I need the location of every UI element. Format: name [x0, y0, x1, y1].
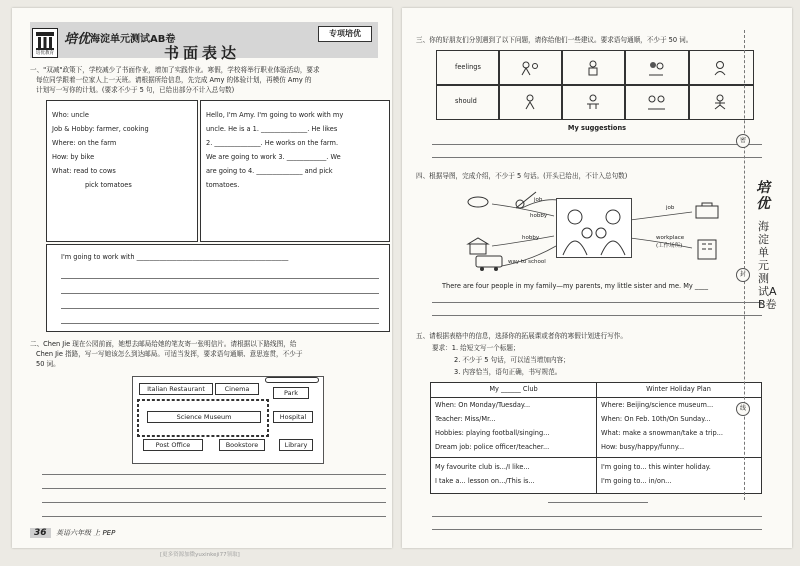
should-cell: [498, 84, 563, 120]
holiday-sentence-2: I'm going to... in/on...: [601, 477, 672, 485]
q1-instruction-line2: 每位同学跟着一位家人上一天班。请根据所给信息，先完成 Amy 的体验计划，再模仿 Amy 的: [36, 76, 312, 84]
map-cinema: Cinema: [215, 383, 259, 395]
holiday-how: How: busy/happy/funny...: [601, 443, 685, 451]
amy-line-2[interactable]: uncle. He is a 1. ______________. He likes: [206, 125, 338, 133]
person-worried-icon: [709, 60, 731, 76]
map-post-office: Post Office: [143, 439, 203, 451]
cooking-icon: [466, 192, 490, 210]
route-path: [267, 399, 269, 437]
club-dream-job: Dream job: police officer/teacher...: [435, 443, 550, 451]
hobby-label-1: hobby: [530, 213, 548, 219]
table-divider: [431, 457, 761, 458]
person-angry-icon: [519, 60, 541, 76]
info-what-2: pick tomatoes: [85, 181, 132, 189]
family-photo: [556, 198, 632, 258]
row-header-feelings: [436, 50, 500, 86]
should-label: should: [455, 97, 477, 105]
info-who: Who: uncle: [52, 111, 89, 119]
seal-ring-1: 密: [736, 134, 750, 148]
train-icon: [474, 252, 504, 272]
job-label-1: job: [534, 197, 543, 203]
q3-instruction: 三、你的好朋友们分别遇到了以下问题，请你给他们一些建议。要求语句通顺，不少于 50 词。: [416, 36, 693, 44]
q4-start-sentence: There are four people in my family—my parents, my little sister and me. My ____: [442, 282, 709, 290]
table-divider: [596, 397, 597, 493]
feelings-cell: [561, 50, 626, 86]
q1-instruction-line3: 计划写一写你的计划。(要求不少于 5 句，已给出部分不计入总句数): [36, 86, 235, 94]
amy-line-6: tomatoes.: [206, 181, 240, 189]
writing-line[interactable]: [61, 278, 379, 279]
writing-line[interactable]: [432, 144, 762, 145]
amy-line-1: Hello, I'm Amy. I'm going to work with my: [206, 111, 344, 119]
page-title: 书面表达: [163, 44, 240, 62]
club-header: [431, 383, 597, 398]
writing-line[interactable]: [42, 474, 386, 475]
amy-line-4[interactable]: We are going to work 3. ____________. We: [206, 153, 341, 161]
logo-caption: 培优教育: [36, 51, 54, 56]
writing-line[interactable]: [432, 302, 762, 303]
job-label-2: job: [666, 205, 675, 211]
binding-spine: [739, 30, 786, 500]
club-hobbies: Hobbies: playing football/singing...: [435, 429, 550, 437]
map-italian-restaurant: Italian Restaurant: [139, 383, 213, 395]
route-path: [137, 435, 269, 437]
feelings-cell: [498, 50, 563, 86]
q2-instruction-line2: Chen Jie 指路，写一写她该怎么到达邮局。可适当发挥，要求语句通顺、意思连贯，不少于: [36, 350, 303, 358]
q5-instruction: 五、请根据表格中的信息，选择你的拓展课或者你的寒假计划进行写作。: [416, 332, 627, 340]
advice-table: [436, 50, 752, 120]
holiday-header-text: Winter Holiday Plan: [646, 385, 711, 393]
holiday-sentence-1: I'm going to... this winter holiday.: [601, 463, 711, 471]
workplace-label: workplace: [656, 235, 685, 241]
writing-line[interactable]: [42, 488, 386, 489]
should-cell: [624, 84, 690, 120]
seal-ring-3: 线: [736, 402, 750, 416]
q4-instruction: 四、根据导图，完成介绍，不少于 5 句话。(开头已给出，不计入总句数): [416, 172, 628, 180]
map-bookstore: Bookstore: [219, 439, 265, 451]
club-sentence-2: I take a... lesson on.../This is...: [435, 477, 535, 485]
q5-requirement-1: 要求：1. 给短文写一个标题；: [432, 344, 520, 352]
footer-text: 英语六年级 上 PEP: [56, 529, 116, 537]
club-when: When: On Monday/Tuesday...: [435, 401, 531, 409]
writing-line[interactable]: [432, 315, 762, 316]
family-icon: [557, 199, 631, 257]
brand-logo-text: 培优: [64, 32, 91, 47]
amy-line-5[interactable]: are going to 4. ______________ and pick: [206, 167, 333, 175]
q2-instruction-line1: 二、Chen Jie 现在公园前面，她想去邮局给她的笔友寄一张明信片。请根据以下路线图，给: [30, 340, 297, 348]
person-talk-icon: [645, 94, 667, 110]
route-path: [137, 399, 139, 437]
your-plan-box[interactable]: [46, 244, 390, 332]
writing-line[interactable]: [432, 529, 762, 530]
club-teacher: Teacher: Miss/Mr...: [435, 415, 496, 423]
mind-map: [462, 186, 762, 278]
q5-requirement-3: 3. 内容恰当，语句正确，书写规范。: [454, 368, 562, 376]
amy-line-3[interactable]: 2. ______________. He works on the farm.: [206, 139, 339, 147]
workplace-cn-label: (工作场所): [656, 243, 683, 249]
holiday-when: When: On Feb. 10th/On Sunday...: [601, 415, 711, 423]
person-tired-icon: [582, 60, 604, 76]
map-hospital: Hospital: [273, 411, 313, 423]
work-icon: [694, 202, 720, 220]
q2-instruction-line3: 50 词。: [36, 360, 60, 368]
amy-plan-box: [200, 100, 390, 242]
feelings-label: feelings: [455, 63, 481, 71]
spine-series: 海淀单元测试AB卷: [758, 220, 777, 311]
writing-line[interactable]: [432, 516, 762, 517]
cut-line: [744, 30, 745, 500]
club-sentence-1: My favourite club is.../I like...: [435, 463, 530, 471]
holiday-header: [596, 383, 761, 398]
club-header-text: My ______ Club: [489, 385, 538, 393]
writing-line[interactable]: [432, 157, 762, 158]
row-header-should: [436, 84, 500, 120]
your-plan-starter: I'm going to work with ______________________________________________: [61, 253, 289, 261]
writing-line[interactable]: [42, 516, 386, 517]
hobby-label-2: hobby: [522, 235, 540, 241]
info-how: How: by bike: [52, 153, 95, 161]
spine-brand: 培优: [756, 180, 770, 212]
person-sad-icon: [645, 60, 667, 76]
map-science-museum: Science Museum: [147, 411, 261, 423]
should-cell: [561, 84, 626, 120]
info-job: Job & Hobby: farmer, cooking: [52, 125, 149, 133]
suggestions-heading: My suggestions: [567, 124, 627, 132]
info-box: [46, 100, 198, 242]
holiday-where: Where: Beijing/science museum...: [601, 401, 714, 409]
info-what: What: read to cows: [52, 167, 116, 175]
writing-line[interactable]: [42, 502, 386, 503]
building-icon: [694, 238, 720, 260]
bench-icon: [265, 377, 319, 383]
route-path: [137, 399, 269, 401]
seal-ring-2: 封: [736, 268, 750, 282]
holiday-what: What: make a snowman/take a trip...: [601, 429, 723, 437]
left-page: [12, 8, 392, 548]
plan-table: [430, 382, 762, 494]
section-tag: 专项培优: [318, 26, 372, 42]
title-line[interactable]: [548, 502, 648, 503]
writing-line[interactable]: [61, 323, 379, 324]
writing-line[interactable]: [61, 308, 379, 309]
feelings-cell: [624, 50, 690, 86]
route-map: [132, 376, 324, 464]
writing-line[interactable]: [61, 293, 379, 294]
q1-instruction-line1: 一、"双减"政策下，学校减少了书面作业，增加了实践作业。寒假，学校将举行职业体验活动，要求: [30, 66, 320, 74]
person-exercise-icon: [709, 94, 731, 110]
person-count-icon: [519, 94, 541, 110]
watermark: [更多资源加微yuxinkeji77领取]: [160, 552, 240, 558]
person-rest-icon: [582, 94, 604, 110]
info-where: Where: on the farm: [52, 139, 117, 147]
q5-requirement-2: 2. 不少于 5 句话，可以适当增加内容；: [454, 356, 570, 364]
way-to-school-label: way to school: [508, 259, 546, 265]
map-park: Park: [273, 387, 309, 399]
map-library: Library: [279, 439, 313, 451]
series-title: 海淀单元测试AB卷: [90, 34, 176, 45]
page-number: 36: [30, 528, 51, 538]
right-page: [402, 8, 792, 548]
